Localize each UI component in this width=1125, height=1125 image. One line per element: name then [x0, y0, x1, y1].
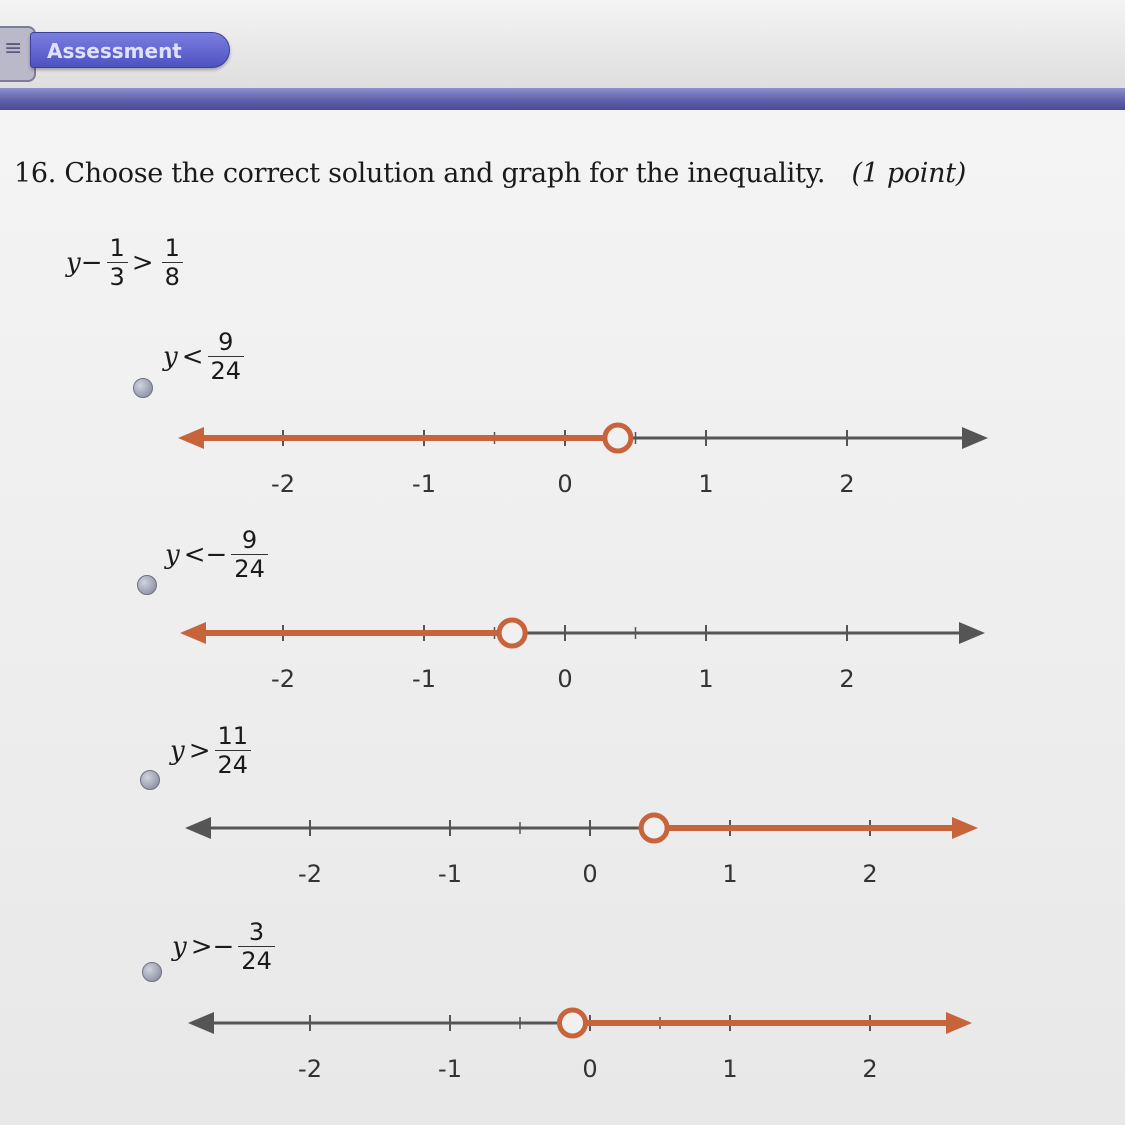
tick-label: -2 — [271, 665, 295, 693]
number-line — [0, 605, 1125, 693]
option-radio-button[interactable] — [137, 575, 157, 595]
number-line — [0, 800, 1125, 888]
endpoint-marker — [560, 1010, 586, 1036]
tick-label: 1 — [698, 665, 714, 693]
tick-label: 1 — [722, 860, 738, 888]
option-radio-button[interactable] — [133, 378, 153, 398]
left-arrow-icon — [188, 1012, 214, 1034]
left-arrow-icon — [185, 817, 211, 839]
assessment-logo-icon[interactable]: ≡ — [0, 26, 36, 82]
nav-stripe — [0, 88, 1125, 110]
endpoint-marker — [641, 815, 667, 841]
tick-label: -2 — [271, 470, 295, 498]
option-inequality[interactable]: y > − $\frac{3}{24}$ — [172, 918, 275, 975]
option-inequality[interactable]: y < − $\frac{9}{24}$ — [165, 526, 268, 583]
question-number: 16. — [14, 158, 57, 189]
tick-label: -2 — [298, 860, 322, 888]
tick-label: -1 — [438, 860, 462, 888]
question-header — [14, 158, 966, 189]
question-points: (1 point) — [851, 158, 967, 189]
inequality-operator: − — [80, 247, 103, 278]
given-inequality — [66, 234, 183, 291]
tick-label: 0 — [557, 470, 573, 498]
tick-label: 2 — [862, 860, 878, 888]
option-inequality[interactable]: y < $\frac{9}{24}$ — [163, 328, 244, 385]
tick-label: 1 — [722, 1055, 738, 1083]
endpoint-marker — [605, 425, 631, 451]
number-line — [0, 995, 1125, 1083]
number-line — [0, 410, 1125, 498]
tick-label: -2 — [298, 1055, 322, 1083]
option-inequality[interactable]: y > $\frac{11}{24}$ — [170, 722, 251, 779]
option-radio-button[interactable] — [142, 962, 162, 982]
tick-label: 2 — [862, 1055, 878, 1083]
tick-label: 0 — [582, 1055, 598, 1083]
tab-assessment[interactable]: Assessment — [30, 32, 230, 68]
inequality-comparison: > — [131, 247, 154, 278]
inequality-fraction-1: $\frac{1}{3}$ — [107, 234, 128, 291]
endpoint-marker — [499, 620, 525, 646]
tick-label: 2 — [839, 665, 855, 693]
tick-label: 1 — [698, 470, 714, 498]
tick-label: 2 — [839, 470, 855, 498]
tick-label: -1 — [412, 470, 436, 498]
inequality-variable: y — [66, 247, 81, 278]
question-prompt: Choose the correct solution and graph for the inequality. — [64, 158, 826, 189]
inequality-fraction-2: $\frac{1}{8}$ — [162, 234, 183, 291]
tick-label: -1 — [412, 665, 436, 693]
tick-label: 0 — [582, 860, 598, 888]
tick-label: -1 — [438, 1055, 462, 1083]
option-radio-button[interactable] — [140, 770, 160, 790]
right-arrow-icon — [962, 427, 988, 449]
right-arrow-icon — [959, 622, 985, 644]
top-bar — [0, 0, 1125, 88]
tick-label: 0 — [557, 665, 573, 693]
